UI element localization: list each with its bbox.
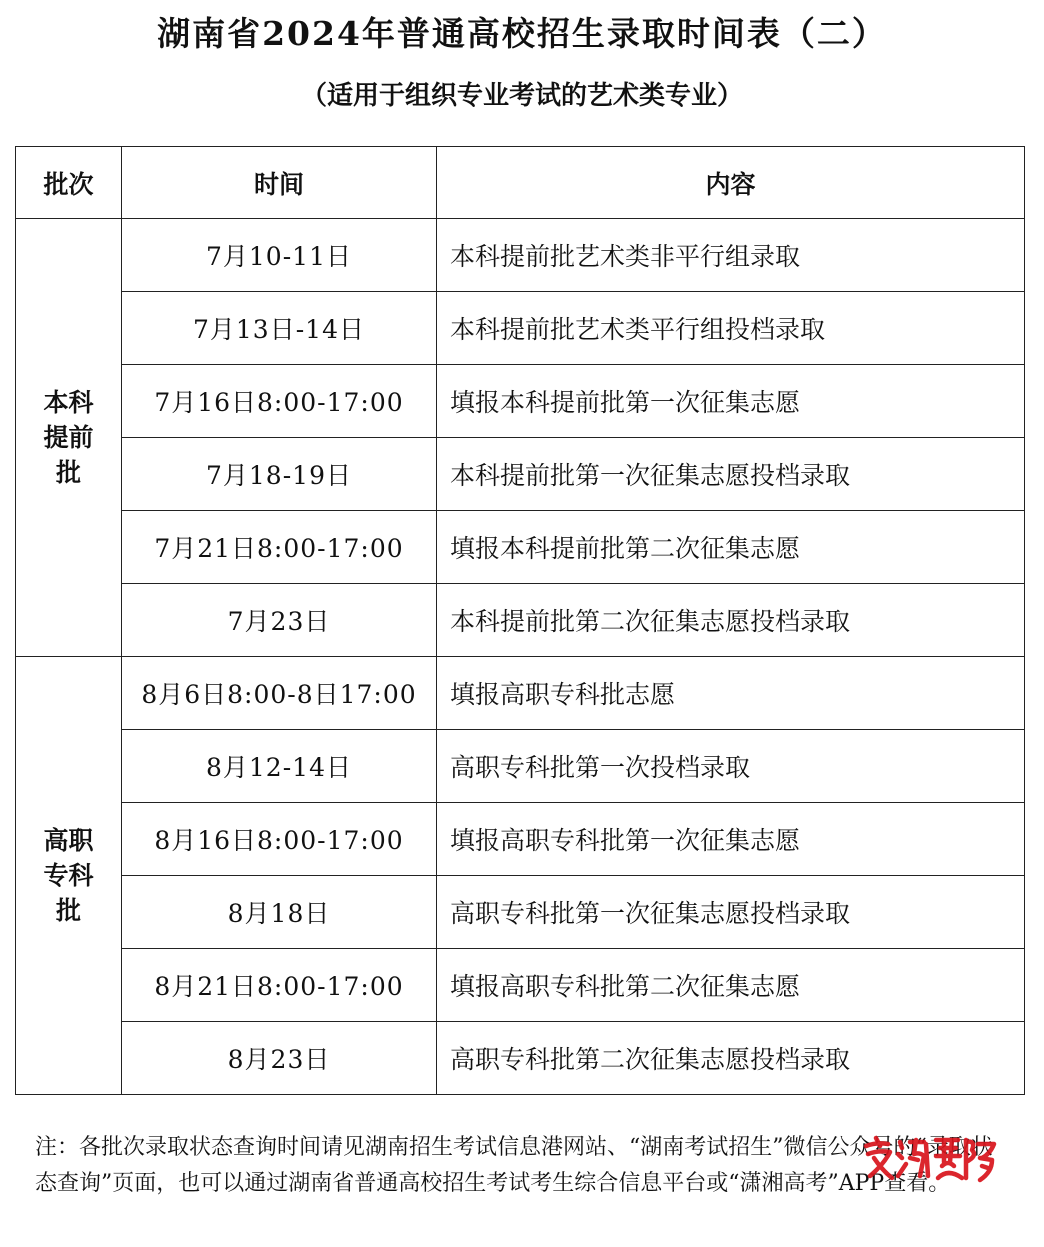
content-cell: 填报高职专科批第一次征集志愿 (437, 803, 1025, 876)
content-cell: 填报高职专科批志愿 (437, 657, 1025, 730)
time-cell: 8月12-14日 (122, 730, 437, 803)
header-content: 内容 (437, 147, 1025, 219)
time-cell: 7月23日 (122, 584, 437, 657)
table-row (16, 292, 1025, 365)
time-cell: 8月21日8:00-17:00 (122, 949, 437, 1022)
table-row (16, 803, 1025, 876)
batch-label: 本科提前批 (43, 388, 94, 487)
content-cell: 本科提前批艺术类平行组投档录取 (437, 292, 1025, 365)
time-cell: 8月23日 (122, 1022, 437, 1095)
table-row (16, 657, 1025, 730)
time-cell: 8月16日8:00-17:00 (122, 803, 437, 876)
content-cell: 高职专科批第一次投档录取 (437, 730, 1025, 803)
time-cell: 7月18-19日 (122, 438, 437, 511)
document-subtitle: （适用于组织专业考试的艺术类专业） (300, 81, 743, 111)
footnote: 注：各批次录取状态查询时间请见湖南招生考试信息港网站、“湖南考试招生”微信公众号的“录取状态查询”页面，也可以通过湖南省普通高校招生考试考生综合信息平台或“潇湘高考”APP查看。 (35, 1135, 993, 1196)
content-cell: 填报高职专科批第二次征集志愿 (437, 949, 1025, 1022)
table-row (16, 219, 1025, 292)
table-row (16, 730, 1025, 803)
table-row (16, 584, 1025, 657)
header-time: 时间 (122, 147, 437, 219)
time-cell: 7月21日8:00-17:00 (122, 511, 437, 584)
content-cell: 本科提前批第二次征集志愿投档录取 (437, 584, 1025, 657)
table-row (16, 511, 1025, 584)
watermark-logo (858, 1132, 998, 1186)
batch-cell-vocational (16, 657, 122, 1095)
batch-label: 高职专科批 (43, 826, 94, 925)
table-row (16, 438, 1025, 511)
content-cell: 本科提前批第一次征集志愿投档录取 (437, 438, 1025, 511)
document-title: 湖南省2024年普通高校招生录取时间表（二） (157, 14, 887, 53)
table-row (16, 365, 1025, 438)
content-cell: 填报本科提前批第二次征集志愿 (437, 511, 1025, 584)
content-cell: 本科提前批艺术类非平行组录取 (437, 219, 1025, 292)
table-row (16, 876, 1025, 949)
time-cell: 8月18日 (122, 876, 437, 949)
table-row (16, 1022, 1025, 1095)
admission-schedule-table (15, 146, 1025, 1095)
content-cell: 高职专科批第二次征集志愿投档录取 (437, 1022, 1025, 1095)
time-cell: 7月13日-14日 (122, 292, 437, 365)
header-batch: 批次 (16, 147, 122, 219)
batch-cell-undergraduate-early (16, 219, 122, 657)
table-row (16, 949, 1025, 1022)
time-cell: 8月6日8:00-8日17:00 (122, 657, 437, 730)
time-cell: 7月10-11日 (122, 219, 437, 292)
time-cell: 7月16日8:00-17:00 (122, 365, 437, 438)
table-header-row (16, 147, 1025, 219)
content-cell: 填报本科提前批第一次征集志愿 (437, 365, 1025, 438)
content-cell: 高职专科批第一次征集志愿投档录取 (437, 876, 1025, 949)
